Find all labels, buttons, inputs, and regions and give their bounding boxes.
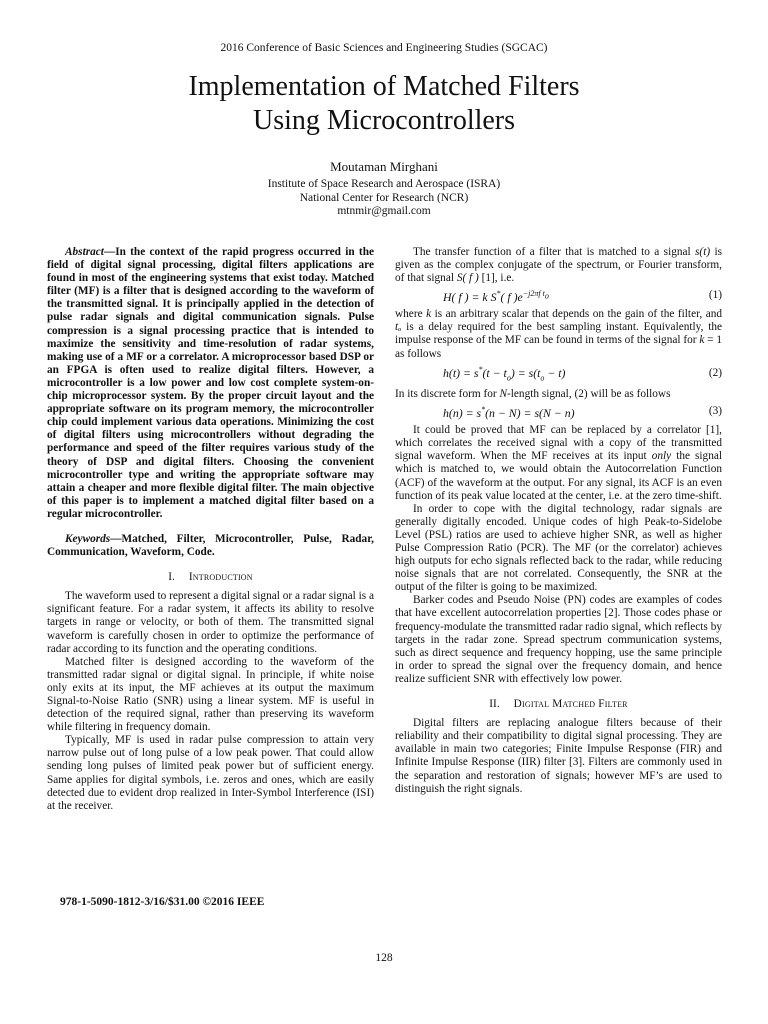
text-run: the signal which is matched to, we would obtain the Autocorrelation Function (ACF) of the waveform at the output. For any signal, its ACF is an even function of its peak value located at the center, i.e. at the zero time-shift. [395,450,722,502]
equation-3-number: (3) [708,405,722,418]
text-run: is a delay required for the best sampling instant. Equivalently, the impulse response of the MF can be found in terms of the signal for [395,321,722,347]
abstract-label: Abstract [65,246,104,258]
discrete-form-paragraph [395,388,722,401]
equation-2-body: $h(t) = s^*(t - t_o) = s(t_o - t)$ [443,364,566,382]
abstract [47,246,374,521]
text-run: -length signal, (2) will be as follows [507,388,671,401]
author-name: Moutaman Mirghani [330,159,438,174]
math-to: tₒ [395,321,402,334]
equation-1-body: H( f ) = k S*( f )$e^{-j2\pi f t_o}$ [443,289,549,305]
equation-1-number: (1) [708,289,722,302]
equation-1 [395,287,722,304]
section-number: II. [489,698,500,711]
intro-paragraph-2: Matched filter is designed according to the waveform of the transmitted radar signal or digital signal. In principle, if white noise only exits at its input, the MF achieves at its output the maximum Signal-to-Noise Ratio (SNR) using a linear system. MF is useful in detection of the required signal, rather than preserving its waveform while filtering in frequency domain. [47,655,374,734]
text-run: where [395,308,427,321]
right-column [395,246,722,796]
emphasis-only: only [651,450,672,463]
scalar-paragraph [395,308,722,360]
transfer-function-paragraph [395,246,722,285]
equation-2 [395,363,722,384]
digital-encoding-paragraph: In order to cope with the digital technology, radar signals are generally digitally encoded. Unique codes of high Peak-to-Sidelobe Level (PSL) ratios are used to achieve higher SNR, as well as higher Pulse Compression Ratio (PCR). The MF (or the correlator) achieves high outputs for echo signals reflected back to the radar, while reducing noise signals that are not correlated. Consequently, the SNR at the output of the filter is going to be maximized. [395,502,722,594]
math-k: k [699,334,705,347]
equation-3-body: h(n) = s*(n − N) = s(N − n) [443,405,575,421]
math-n: N [499,388,508,401]
section-title: Digital Matched Filter [513,698,628,711]
author-email: mtnmir@gmail.com [337,205,431,217]
section-number: I. [168,571,175,584]
barker-codes-paragraph: Barker codes and Pseudo Noise (PN) codes are examples of codes that have excellent autocorrelation properties [2]. Those codes phase or frequency-modulate the transmitted radar radio signal, which reflects by targets in the radar zone. Spread spectrum communication systems, such as direct sequence and frequency hopping, use the same principle in order to spread the signal over the frequency domain, and hence realize sufficient SNR with effectively low power. [395,594,722,685]
section-title: Introduction [188,571,253,584]
equation-3 [395,403,722,420]
digital-filters-paragraph: Digital filters are replacing analogue filters because of their reliability and their compatibility to digital signal processing. They are available in main two categories; Finite Impulse Response (FIR) and Infinite Impulse Response (IIR) filter [3]. Filters are commonly used in the separation and restoration of signals; however MF’s are used to distinguish the right signals. [395,717,722,795]
text-run: = 1 as follows [395,334,723,360]
text-run: is an arbitrary scalar that depends on the gain of the filter, and [431,308,723,321]
text-run: [1], i.e. [478,272,515,285]
paper-title [0,70,768,138]
text-run: The transfer function of a filter that is matched to a signal [413,246,696,258]
affiliation-center: National Center for Research (NCR) [299,191,469,204]
keywords-label: Keywords [65,532,111,545]
affiliation-block [0,178,768,219]
keywords [47,533,374,559]
left-column [47,246,374,813]
math-st: s(t) [695,246,711,258]
intro-paragraph-3: Typically, MF is used in radar pulse compression to attain very narrow pulse out of long pulse of a low peak power. That could allow sending long pulses of limited peak power but of sufficient energy. Same applies for digital symbols, i.e. zeros and ones, which are easily detected due to evident drop realized in Inter-Symbol Interference (ISI) at the receiver. [47,734,374,812]
conference-header: 2016 Conference of Basic Sciences and Engineering Studies (SGCAC) [220,42,548,54]
text-run: is given as the complex conjugate of the spectrum, or Fourier transform, of that signal [395,246,722,285]
affiliation-institute: Institute of Space Research and Aerospace (ISRA) [267,178,501,190]
correlator-paragraph [395,424,722,503]
math-sf: S( f ) [456,272,479,285]
intro-paragraph-1: The waveform used to represent a digital signal or a radar signal is a significant feature. For a radar system, it affects its ability to resolve targets in range or velocity, or both of them. The transmitted signal waveform is carefully chosen in order to optimize the performance of radar according to its function and the operating conditions. [47,590,374,655]
equation-2-number: (2) [708,366,722,379]
title-line-2: Using Microcontrollers [252,105,516,136]
page-number: 128 [375,952,393,964]
copyright-notice: 978-1-5090-1812-3/16/$31.00 ©2016 IEEE [60,896,265,908]
text-run: It could be proved that MF can be replaced by a correlator [1], which correlates the received signal with a copy of the transmitted signal waveform. When the MF receives at its input [395,424,722,463]
keywords-text: —Matched, Filter, Microcontroller, Pulse, Radar, Communication, Waveform, Code. [47,532,374,559]
math-k: k [426,308,432,321]
abstract-text: —In the context of the rapid progress occurred in the field of digital signal processing, digital filters applications are found in most of the engineering systems that exist today. Matched filter (MF) is a filter that is designed according to the waveform of the transmitted signal. It is principally applied in the detection of pulse radar signals and digital communication signals. Pulse compression is a signal processing practice that is intended to maximize the sensitivity and time-resolution of radar systems, making use of a MF or a correlator. A microprocessor based DSP or an FPGA is often used to realize digital filters. However, a microcontroller is a low power and low cost complete system-on-chip microprocessor system. By the proper circuit layout and the appropriate software on its program memory, the microcontroller chip could implement various data operations. Minimizing the cost of digital filters using microcontrollers without degrading the performance and speed of the filter requires various study of the theory of DSP and digital filters. Choosing the convenient microcontroller type and writing the appropriate software may attain a cheaper and more flexible digital filter. The main objective of this paper is to implement a matched digital filter based on a regular microcontroller. [47,246,374,520]
section-heading-digital-matched-filter [395,698,722,711]
title-line-1: Implementation of Matched Filters [188,71,580,102]
text-run: In its discrete form for [395,388,500,401]
section-heading-introduction [47,571,374,584]
